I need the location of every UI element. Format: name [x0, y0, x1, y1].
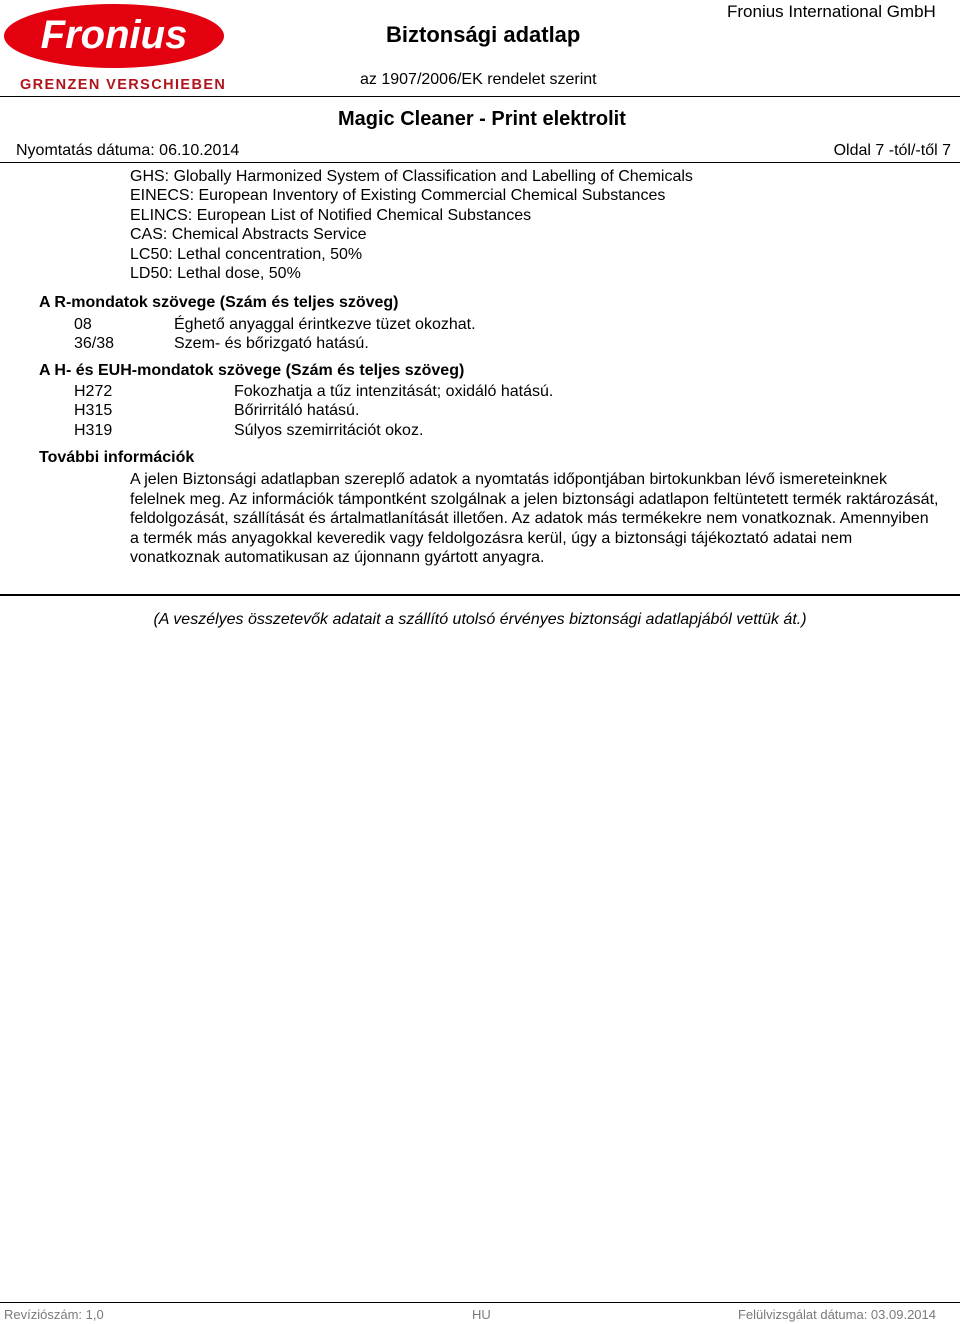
document-title: Biztonsági adatlap: [386, 22, 581, 47]
further-info-title: További információk: [39, 449, 195, 466]
page-number: Oldal 7 -tól/-től 7: [833, 142, 951, 159]
brand-tagline: GRENZEN VERSCHIEBEN: [20, 77, 227, 93]
h-phrase-code: H319: [74, 422, 113, 439]
regulation-reference: az 1907/2006/EK rendelet szerint: [360, 71, 597, 88]
language-code: HU: [472, 1307, 491, 1322]
product-name: Magic Cleaner - Print elektrolit: [338, 108, 626, 130]
footer-divider: [0, 1302, 960, 1303]
abbreviation-item: LC50: Lethal concentration, 50%: [130, 246, 363, 263]
abbreviation-item: LD50: Lethal dose, 50%: [130, 265, 301, 282]
further-info-paragraph: A jelen Biztonsági adatlapban szereplő adatok a nyomtatás időpontjában birtokunkban lévő ismereteinknek felelnek meg. Az információk támpontként szolgálnak a jelen biztonsági adatlapon feltüntetett termék raktározását, feldolgozását, szállítását és ártalmatlanítását illetően. Az adatok más termékekre nem vonatkoznak. Amennyiben a termék más anyagokkal keveredik vagy feldolgozásra kerül, úgy a biztonsági tájékoztató adatai nem vonatkoznak automatikusan az újonnann gyártott anyagra.: [130, 471, 939, 566]
further-info-text: [130, 470, 940, 568]
fronius-logo-mark: [3, 3, 225, 73]
abbreviation-item: CAS: Chemical Abstracts Service: [130, 226, 367, 243]
header-divider-top: [0, 96, 960, 97]
logo-wordmark: Fronius: [40, 13, 188, 57]
abbreviation-item: ELINCS: European List of Notified Chemical Substances: [130, 207, 532, 224]
h-phrase-code: H315: [74, 402, 113, 419]
r-phrases-title: A R-mondatok szövege (Szám és teljes szöveg): [39, 294, 399, 311]
print-date: Nyomtatás dátuma: 06.10.2014: [16, 142, 240, 159]
h-phrases-title: A H- és EUH-mondatok szövege (Szám és teljes szöveg): [39, 362, 465, 379]
r-phrase-code: 36/38: [74, 335, 115, 352]
revision-number: Revíziószám: 1,0: [4, 1307, 104, 1322]
h-phrase-code: H272: [74, 383, 113, 400]
source-note: (A veszélyes összetevők adatait a szállító utolsó érvényes biztonsági adatlapjából vettük át.): [153, 611, 807, 628]
company-name: Fronius International GmbH: [727, 2, 936, 21]
abbreviation-item: GHS: Globally Harmonized System of Classification and Labelling of Chemicals: [130, 168, 693, 185]
r-phrase-code: 08: [74, 316, 92, 333]
r-phrase-text: Éghető anyaggal érintkezve tüzet okozhat.: [174, 316, 476, 333]
h-phrase-text: Fokozhatja a tűz intenzitását; oxidáló hatású.: [234, 383, 554, 400]
h-phrase-text: Súlyos szemirritációt okoz.: [234, 422, 424, 439]
review-date: Felülvizsgálat dátuma: 03.09.2014: [737, 1307, 936, 1322]
header-divider-bottom: [0, 162, 960, 163]
r-phrase-text: Szem- és bőrizgató hatású.: [174, 335, 369, 352]
abbreviation-item: EINECS: European Inventory of Existing Commercial Chemical Substances: [130, 187, 666, 204]
h-phrase-text: Bőrirritáló hatású.: [234, 402, 360, 419]
section-divider: [0, 594, 960, 596]
